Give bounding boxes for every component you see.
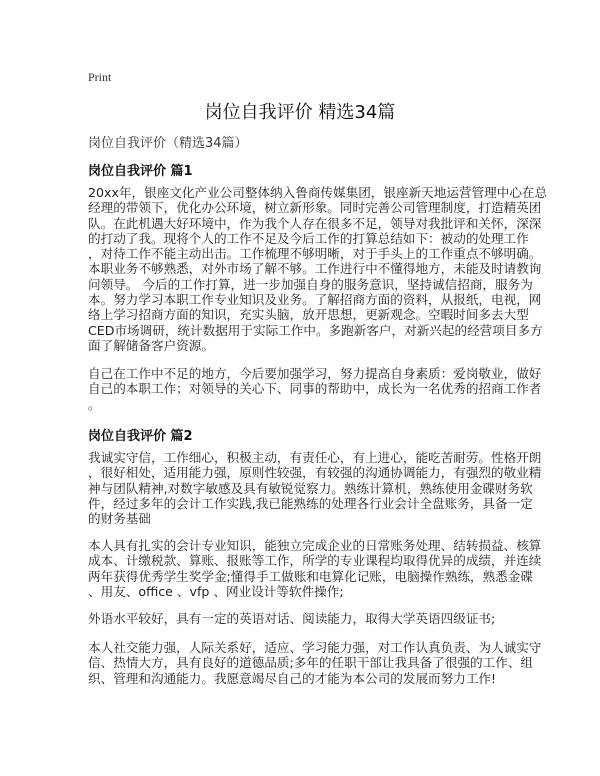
paragraph [88,611,495,626]
paragraph-line: 本。努力学习本职工作专业知识及业务。了解招商方面的资料，从报纸，电视，网 [88,292,542,308]
paragraph-line: 的财务基础 [88,511,151,527]
paragraph-line: 神与团队精神,对数字敏感及具有敏锐觉察力。熟练计算机，熟练使用金碟财务软 [88,480,533,496]
paragraph-line: CED市场调研，统计数据用于实际工作中。多跑新客户，对新兴起的经营项目多方 [88,322,543,338]
document-title: 岗位自我评价 精选34篇 [204,102,396,123]
paragraph [88,366,541,412]
paragraph-line: 件，经过多年的会计工作实践,我已能熟练的处理各行业会计全盘账务，具备一定 [88,495,533,511]
document-subtitle: 岗位自我评价（精选34篇） [88,136,248,151]
paragraph-line: 络上学习招商方面的知识，充实头脑，放开思想，更新观念。空暇时间多去大型 [88,307,529,323]
paragraph-line: 本职业务不够熟悉，对外市场了解不够。工作进行中不懂得地方，未能及时请教询 [88,261,542,277]
paragraph-line: ，对待工作不能主动出击。工作梳理不够明晰，对于手头上的工作重点不够明确。 [88,246,542,262]
paragraph-line: 我诚实守信，工作细心，积极主动，有责任心，有上进心，能吃苦耐劳。性格开朗 [88,450,542,465]
paragraph-line: 外语水平较好，具有一定的英语对话、阅读能力，取得大学英语四级证书; [88,611,496,626]
paragraph-line: 队。在此机遇大好环境中，作为我个人存在很多不足，领导对我批评和关怀，深深 [88,215,542,231]
paragraph [88,538,541,599]
paragraph-line: 问领导。 今后的工作打算，进一步加强自身的服务意识，坚持诚信招商，服务为 [88,276,533,292]
paragraph-line: 20xx年，银座文化产业公司整体纳入鲁商传媒集团，银座新天地运营管理中心在总 [88,185,548,200]
paragraph-line: 的打动了我。现将个人的工作不足及今后工作的打算总结如下：被动的处理工作 [88,230,529,246]
paragraph-line: 本人社交能力强，人际关系好，适应、学习能力强，对工作认真负责、为人诚实守 [88,640,542,655]
paragraph-line: 本人具有扎实的会计专业知识，能独立完成企业的日常账务处理、结转损益、核算 [88,538,542,553]
section-heading: 岗位自我评价 篇2 [88,429,193,444]
paragraph-line: ，很好相处，适用能力强，原则性较强，有较强的沟通协调能力，有强烈的敬业精 [88,465,542,481]
print-label: Print [88,70,112,84]
paragraph-line: 成本、计缴税款、算账、报账等工作，所学的专业课程均取得优异的成绩，并连续 [88,553,542,569]
paragraph-line: 经理的带领下，优化办公环境，树立新形象。同时完善公司管理制度，打造精英团 [88,200,542,216]
paragraph-line: 面了解储备客户资源。 [88,337,214,353]
paragraph [88,450,541,526]
paragraph-line: 。 [88,396,101,412]
paragraph-line: 、用友、office 、vfp 、网业设计等软件操作; [88,583,344,599]
paragraph [88,185,547,353]
paragraph [88,640,541,686]
paragraph-line: 自己在工作中不足的地方，今后要加强学习，努力提高自身素质：爱岗敬业，做好 [88,366,542,381]
paragraph-line: 织、管理和沟通能力。我愿意竭尽自己的才能为本公司的发展而努力工作! [88,670,497,686]
paragraph-line: 信、热情大方，具有良好的道德品质;多年的任职干部让我具备了很强的工作、组 [88,655,534,671]
section-heading: 岗位自我评价 篇1 [88,164,193,179]
paragraph-line: 自己的本职工作；对领导的关心下、同事的帮助中，成长为一名优秀的招商工作者 [88,381,542,397]
paragraph-line: 两年获得优秀学生奖学金;懂得手工做账和电算化记账，电脑操作熟练，熟悉金碟 [88,568,534,584]
